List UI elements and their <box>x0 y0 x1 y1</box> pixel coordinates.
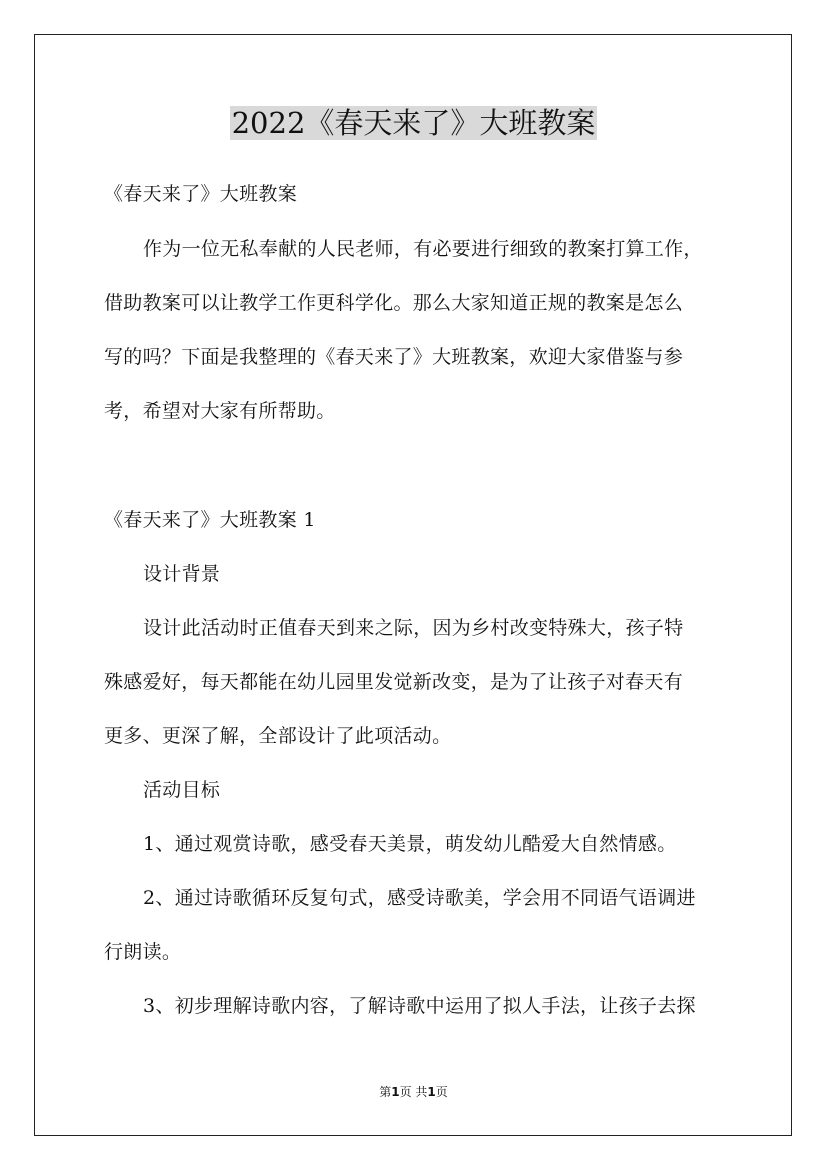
footer-suffix: 页 <box>435 1085 448 1099</box>
footer-total-pages: 1 <box>427 1085 436 1099</box>
section-1-title: 《春天来了》大班教案 1 <box>104 509 316 531</box>
background-heading: 设计背景 <box>143 563 221 585</box>
intro-line-4: 考，希望对大家有所帮助。 <box>104 400 336 422</box>
document-title-text: 2022《春天来了》大班教案 <box>231 106 596 140</box>
goal-2-line-1: 2、通过诗歌循环反复句式，感受诗歌美，学会用不同语气语调进 <box>143 887 696 909</box>
footer-mid: 页 共 <box>399 1085 428 1099</box>
background-line-2: 殊感爱好，每天都能在幼儿园里发觉新改变，是为了让孩子对春天有 <box>104 671 684 693</box>
intro-line-1: 作为一位无私奉献的人民老师，有必要进行细致的教案打算工作， <box>143 238 703 260</box>
goals-heading: 活动目标 <box>143 779 221 801</box>
footer-prefix: 第 <box>379 1085 392 1099</box>
goal-3: 3、初步理解诗歌内容，了解诗歌中运用了拟人手法，让孩子去探 <box>143 995 696 1017</box>
goal-2-line-2: 行朗读。 <box>104 941 182 963</box>
intro-line-3: 写的吗？下面是我整理的《春天来了》大班教案，欢迎大家借鉴与参 <box>104 346 684 368</box>
footer-page-number: 1 <box>391 1085 400 1099</box>
subtitle: 《春天来了》大班教案 <box>104 183 298 205</box>
document-title <box>0 103 827 143</box>
goal-1: 1、通过观赏诗歌，感受春天美景，萌发幼儿酷爱大自然情感。 <box>143 833 677 855</box>
background-line-1: 设计此活动时正值春天到来之际，因为乡村改变特殊大，孩子特 <box>143 617 684 639</box>
intro-line-2: 借助教案可以让教学工作更科学化。那么大家知道正规的教案是怎么 <box>104 292 684 314</box>
background-line-3: 更多、更深了解，全部设计了此项活动。 <box>104 725 452 747</box>
page-footer <box>0 1084 827 1100</box>
